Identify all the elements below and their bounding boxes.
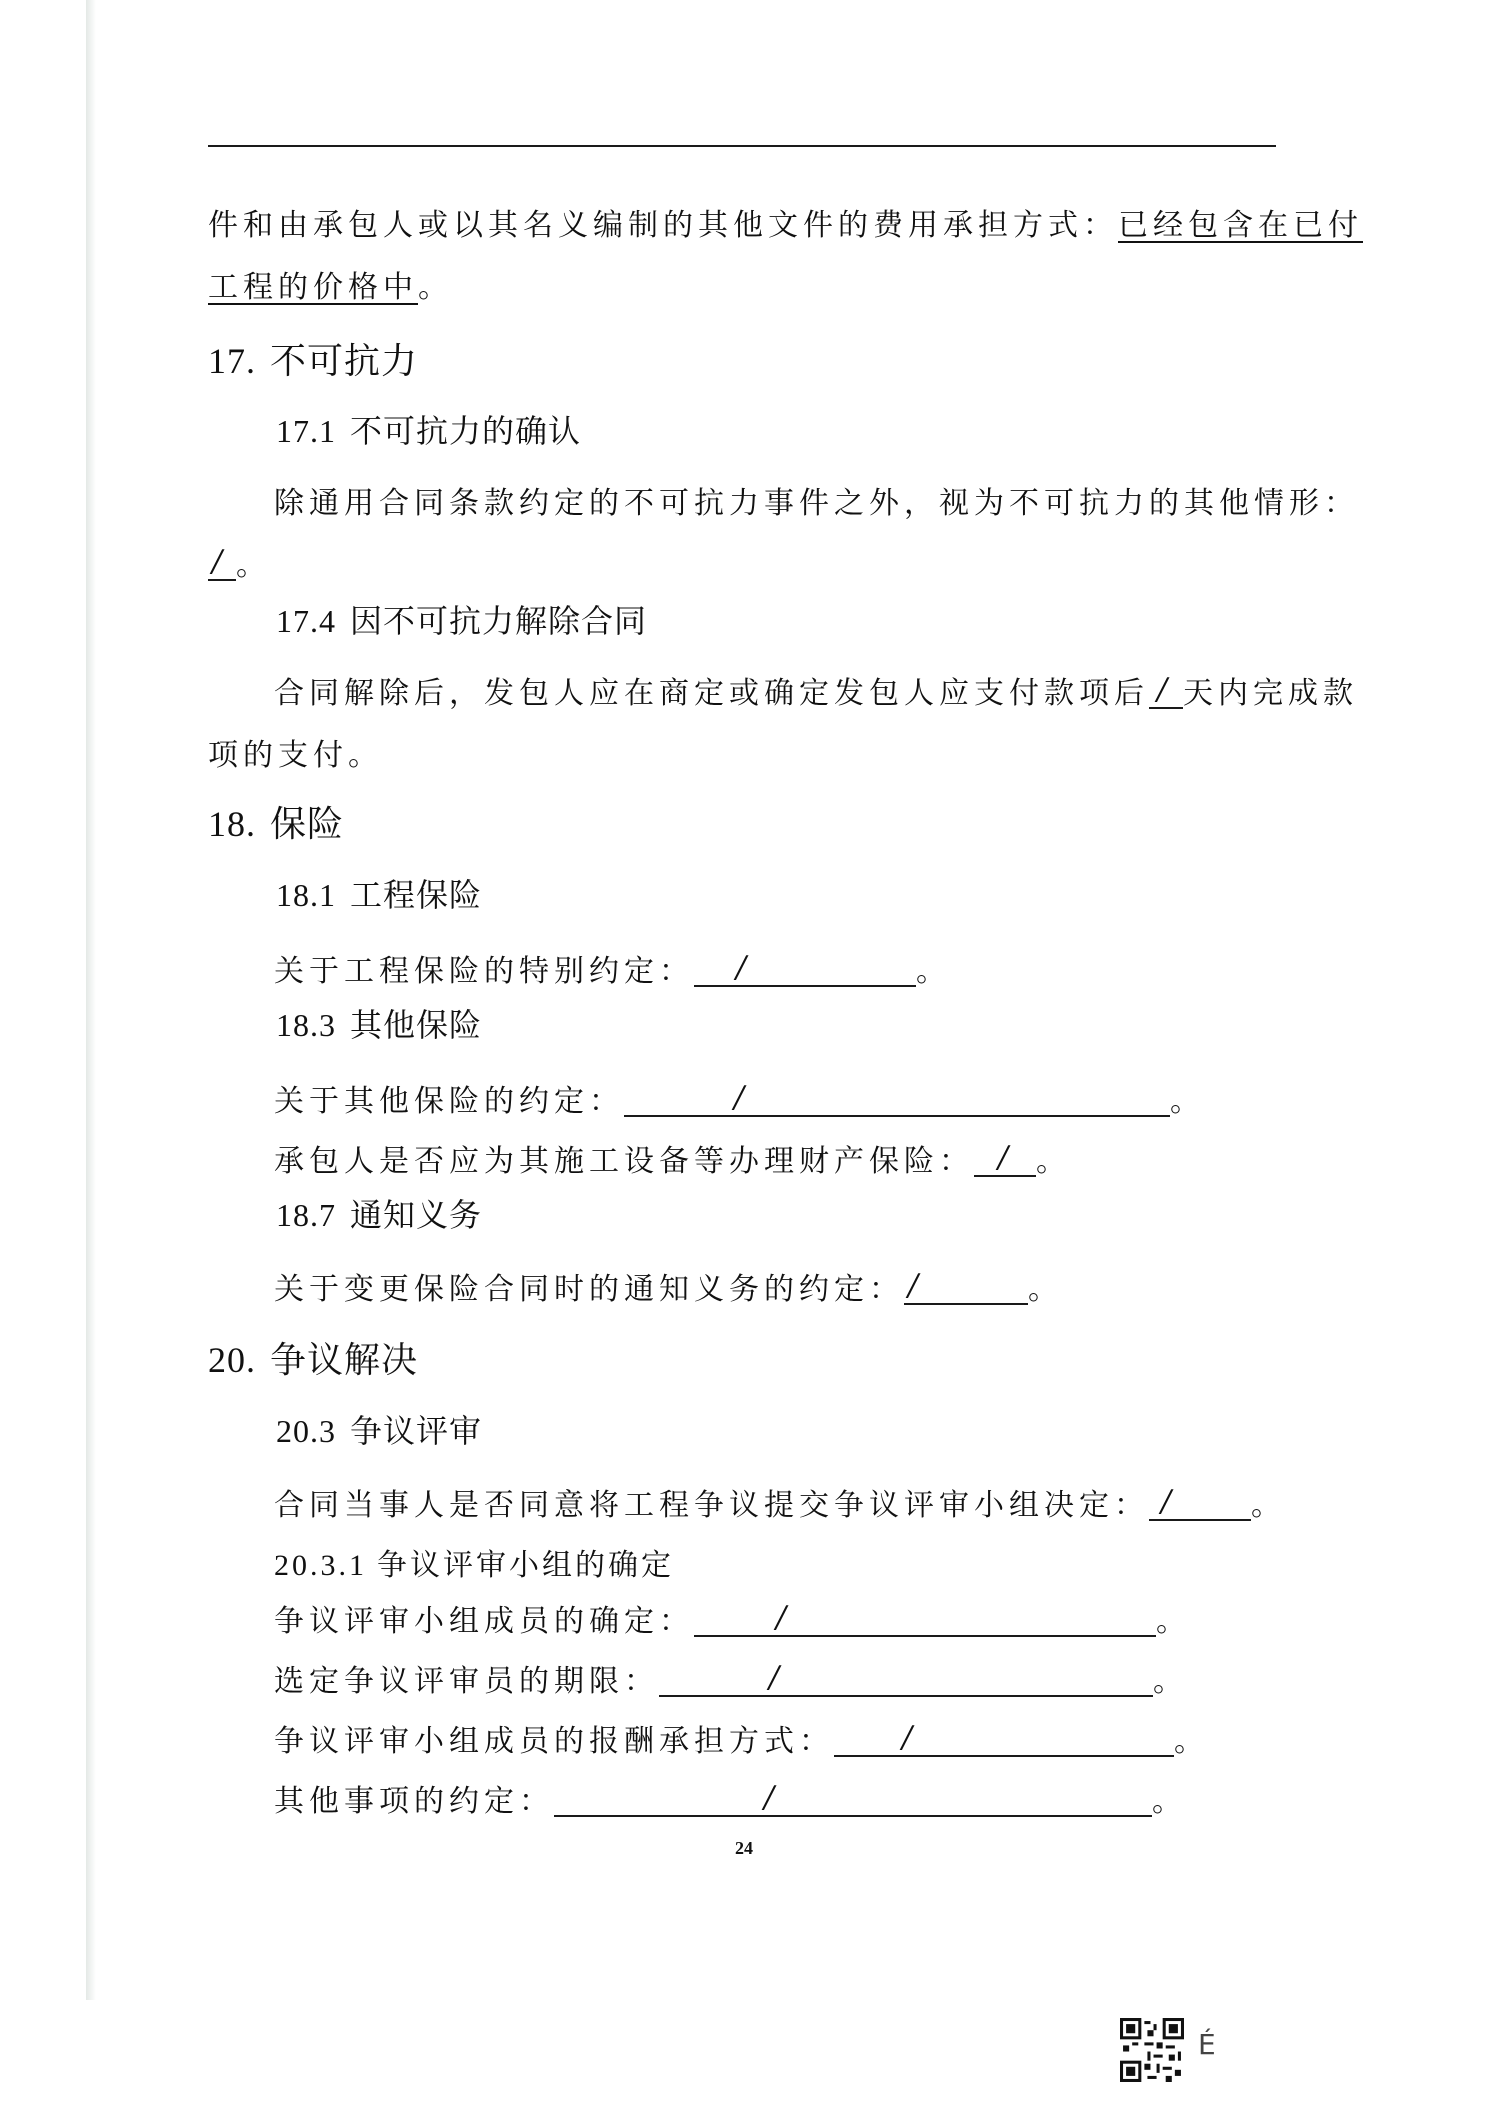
- s17-1-text: [274, 478, 1359, 522]
- section-20-heading: [208, 1332, 418, 1383]
- section-number: 18.1: [276, 877, 336, 913]
- fill-blank: [974, 1140, 1036, 1177]
- fill-blank: [208, 544, 236, 581]
- clause-text: 合同当事人是否同意将工程争议提交争议评审小组决定：: [274, 1488, 1149, 1523]
- qr-code-icon: [1120, 2018, 1184, 2082]
- paragraph-line-2: [208, 262, 453, 306]
- section-number: 18.7: [276, 1197, 336, 1233]
- blank-value: /: [998, 1140, 1009, 1175]
- field-other-matters: [274, 1776, 1187, 1820]
- side-mark: É: [1198, 2028, 1216, 2061]
- section-title: 争议评审小组的确定: [377, 1548, 674, 1583]
- s18-7-text: [274, 1264, 1063, 1308]
- period: 。: [1251, 1488, 1286, 1523]
- s18-1-text: [274, 946, 951, 990]
- s17-1-value-line: [208, 540, 271, 584]
- fill-blank: [1149, 672, 1183, 709]
- period: 。: [1170, 1084, 1205, 1119]
- section-18-heading: [208, 796, 344, 847]
- period: 。: [1036, 1144, 1071, 1179]
- underlined-value: 工程的价格中: [208, 270, 418, 305]
- paragraph-text: 件和由承包人或以其名义编制的其他文件的费用承担方式：: [208, 208, 1118, 243]
- field-label: 争议评审小组成员的报酬承担方式：: [274, 1724, 834, 1759]
- section-title: 争议评审: [350, 1412, 483, 1450]
- blank-value: /: [736, 950, 747, 985]
- header-rule: [208, 145, 1276, 147]
- clause-text: 除通用合同条款约定的不可抗力事件之外，视为不可抗力的其他情形：: [274, 486, 1359, 521]
- section-20-3-1-heading: [274, 1540, 674, 1584]
- field-remuneration: [274, 1716, 1209, 1760]
- fill-blank: [694, 1600, 1156, 1637]
- section-20-3-heading: [276, 1406, 482, 1452]
- clause-text: 关于工程保险的特别约定：: [274, 954, 694, 989]
- blank-value: /: [1161, 1484, 1172, 1519]
- period: 。: [1152, 1784, 1187, 1819]
- field-label: 争议评审小组成员的确定：: [274, 1604, 694, 1639]
- period: 。: [1153, 1664, 1188, 1699]
- page-number: 24: [735, 1838, 753, 1858]
- field-label: 其他事项的约定：: [274, 1784, 554, 1819]
- blank-value: /: [1157, 672, 1168, 707]
- section-number: 17.1: [276, 413, 336, 449]
- period: 。: [418, 270, 453, 305]
- field-panel-member: [274, 1596, 1191, 1640]
- paragraph-line-1: [208, 200, 1363, 244]
- period: 。: [236, 548, 271, 583]
- fill-blank: [1149, 1484, 1251, 1521]
- clause-text: 合同解除后，发包人应在商定或确定发包人应支付款项后: [274, 676, 1149, 711]
- section-title: 争议解决: [270, 1340, 419, 1381]
- period: 。: [1156, 1604, 1191, 1639]
- section-title: 不可抗力的确认: [350, 412, 582, 450]
- scan-edge-shadow: [86, 0, 96, 2000]
- section-18-1-heading: [276, 870, 482, 916]
- section-number: 20.3.1: [274, 1549, 367, 1582]
- fill-blank: [624, 1080, 1170, 1117]
- fill-blank: [659, 1660, 1153, 1697]
- section-number: 18.3: [276, 1007, 336, 1043]
- section-number: 17.4: [276, 603, 336, 639]
- field-label: 选定争议评审员的期限：: [274, 1664, 659, 1699]
- s18-3-text2: [274, 1136, 1071, 1180]
- s18-3-text: [274, 1076, 1205, 1120]
- section-number: 20.: [208, 1340, 256, 1380]
- clause-text: 关于其他保险的约定：: [274, 1084, 624, 1119]
- section-number: 18.: [208, 804, 256, 844]
- clause-text: 项的支付。: [208, 738, 383, 773]
- section-17-1-heading: [276, 406, 581, 452]
- section-17-4-heading: [276, 596, 647, 642]
- fill-blank: [834, 1720, 1174, 1757]
- blank-value: /: [769, 1660, 780, 1695]
- clause-text: 承包人是否应为其施工设备等办理财产保险：: [274, 1144, 974, 1179]
- section-18-3-heading: [276, 1000, 482, 1046]
- blank-value: /: [902, 1720, 913, 1755]
- blank-value: /: [908, 1268, 919, 1303]
- section-title: 不可抗力: [270, 341, 419, 382]
- s17-4-text: [274, 668, 1358, 712]
- section-number: 20.3: [276, 1413, 336, 1449]
- section-title: 工程保险: [350, 876, 483, 914]
- blank-value: /: [776, 1600, 787, 1635]
- field-selection-period: [274, 1656, 1188, 1700]
- section-title: 因不可抗力解除合同: [350, 602, 648, 640]
- clause-text: 天内完成款: [1183, 676, 1358, 711]
- blank-value: /: [734, 1080, 745, 1115]
- blank-value: /: [764, 1780, 775, 1815]
- period: 。: [1174, 1724, 1209, 1759]
- section-17-heading: [208, 333, 418, 384]
- fill-blank: [694, 950, 916, 987]
- fill-blank: [904, 1268, 1028, 1305]
- clause-text: 关于变更保险合同时的通知义务的约定：: [274, 1272, 904, 1307]
- period: 。: [916, 954, 951, 989]
- blank-value: /: [212, 544, 223, 579]
- section-18-7-heading: [276, 1190, 482, 1236]
- section-title: 其他保险: [350, 1006, 483, 1044]
- s20-3-text: [274, 1480, 1286, 1524]
- section-title: 保险: [270, 804, 345, 845]
- section-number: 17.: [208, 341, 256, 381]
- fill-blank: [554, 1780, 1152, 1817]
- s17-4-text-cont: [208, 730, 383, 774]
- underlined-value: 已经包含在已付: [1118, 208, 1363, 243]
- section-title: 通知义务: [350, 1196, 483, 1234]
- period: 。: [1028, 1272, 1063, 1307]
